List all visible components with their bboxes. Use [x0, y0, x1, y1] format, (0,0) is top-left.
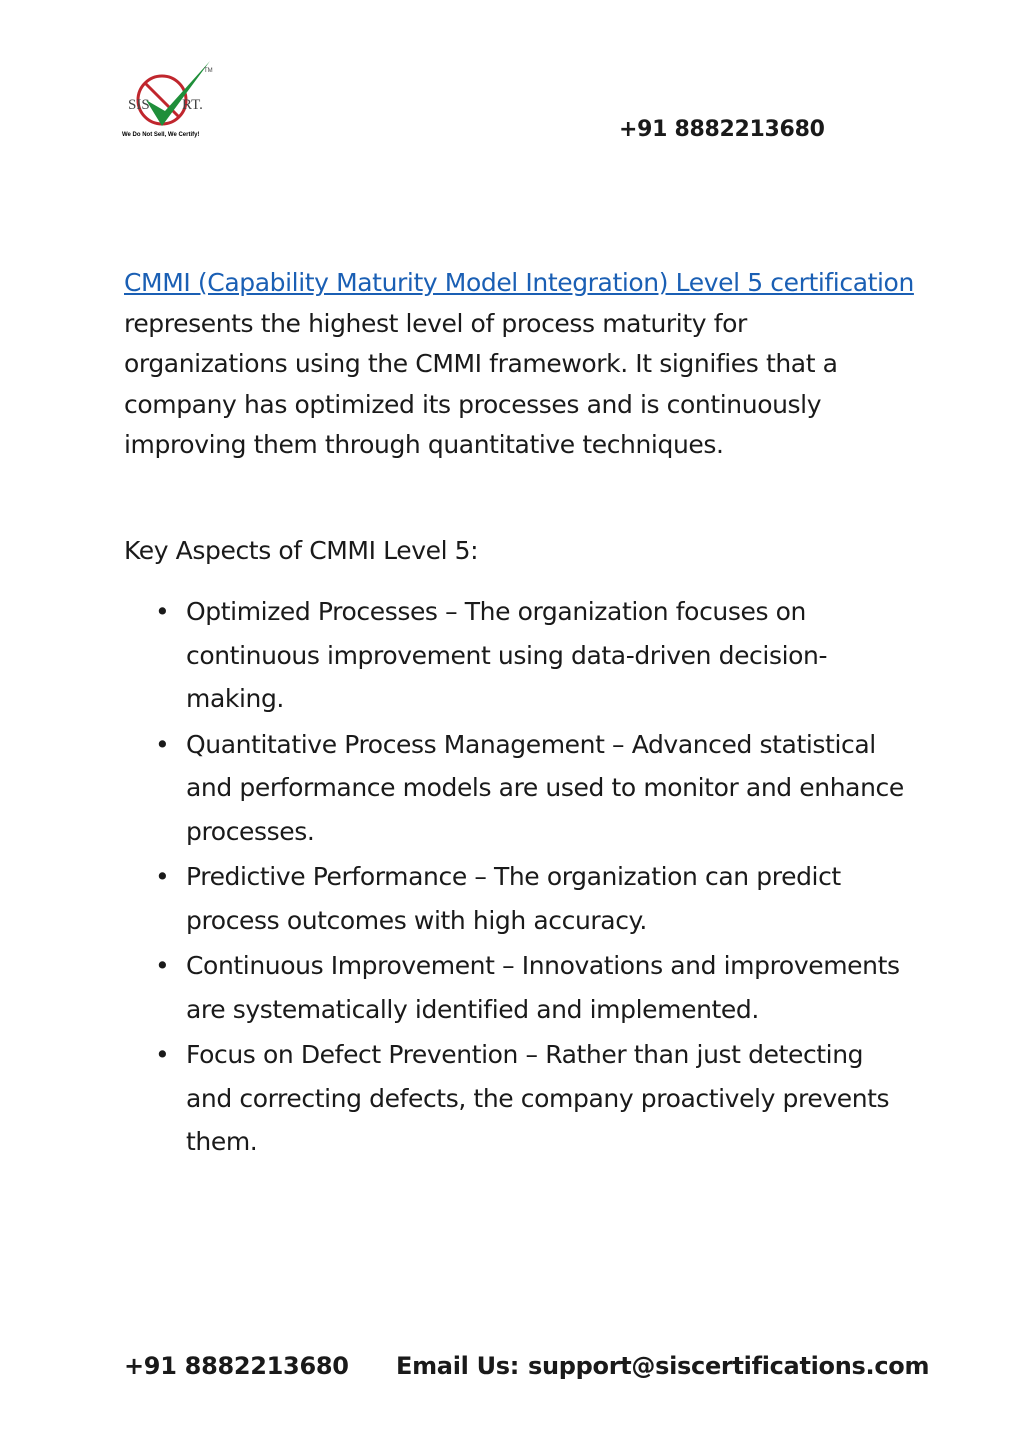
key-aspects-heading: Key Aspects of CMMI Level 5:: [124, 536, 479, 565]
header-phone: +91 8882213680: [619, 117, 825, 142]
list-item: [124, 944, 914, 1031]
cmmi-level5-link[interactable]: CMMI (Capability Maturity Model Integration) Level 5 certification: [124, 268, 914, 297]
bullet-icon: •: [155, 951, 170, 981]
footer-phone: +91 8882213680: [124, 1352, 349, 1380]
svg-text:RT.: RT.: [182, 97, 203, 113]
intro-paragraph: [124, 263, 914, 466]
bullet-icon: •: [155, 862, 170, 892]
bullet-icon: •: [155, 729, 170, 759]
list-item: [124, 590, 914, 721]
bullet-icon: •: [155, 1040, 170, 1070]
footer-email[interactable]: support@siscertifications.com: [528, 1352, 930, 1380]
list-item-text: Continuous Improvement – Innovations and improvements are systematically identified and implemented.: [186, 951, 900, 1024]
list-item-text: Focus on Defect Prevention – Rather than just detecting and correcting defects, the company proactively prevents them.: [186, 1040, 890, 1157]
list-item: [124, 855, 914, 942]
list-item: [124, 723, 914, 854]
list-item-text: Optimized Processes – The organization focuses on continuous improvement using data-driven decision-making.: [186, 597, 828, 714]
key-aspects-list: [124, 590, 914, 1166]
list-item-text: Predictive Performance – The organization can predict process outcomes with high accuracy.: [186, 862, 841, 935]
footer-email-label: Email Us:: [396, 1352, 520, 1380]
logo: [118, 56, 218, 144]
bullet-icon: •: [155, 597, 170, 626]
intro-text: represents the highest level of process maturity for organizations using the CMMI framework. It signifies that a company has optimized its processes and is continuously improving them through quantitative techniques.: [124, 308, 838, 459]
logo-graphic: [118, 56, 218, 144]
svg-text:TM: TM: [204, 68, 213, 74]
logo-tagline: We Do Not Sell, We Certify!: [122, 132, 200, 138]
svg-text:SIS: SIS: [128, 97, 150, 113]
list-item-text: Quantitative Process Management – Advanced statistical and performance models are used to monitor and enhance processes.: [186, 729, 904, 847]
list-item: [124, 1033, 914, 1164]
